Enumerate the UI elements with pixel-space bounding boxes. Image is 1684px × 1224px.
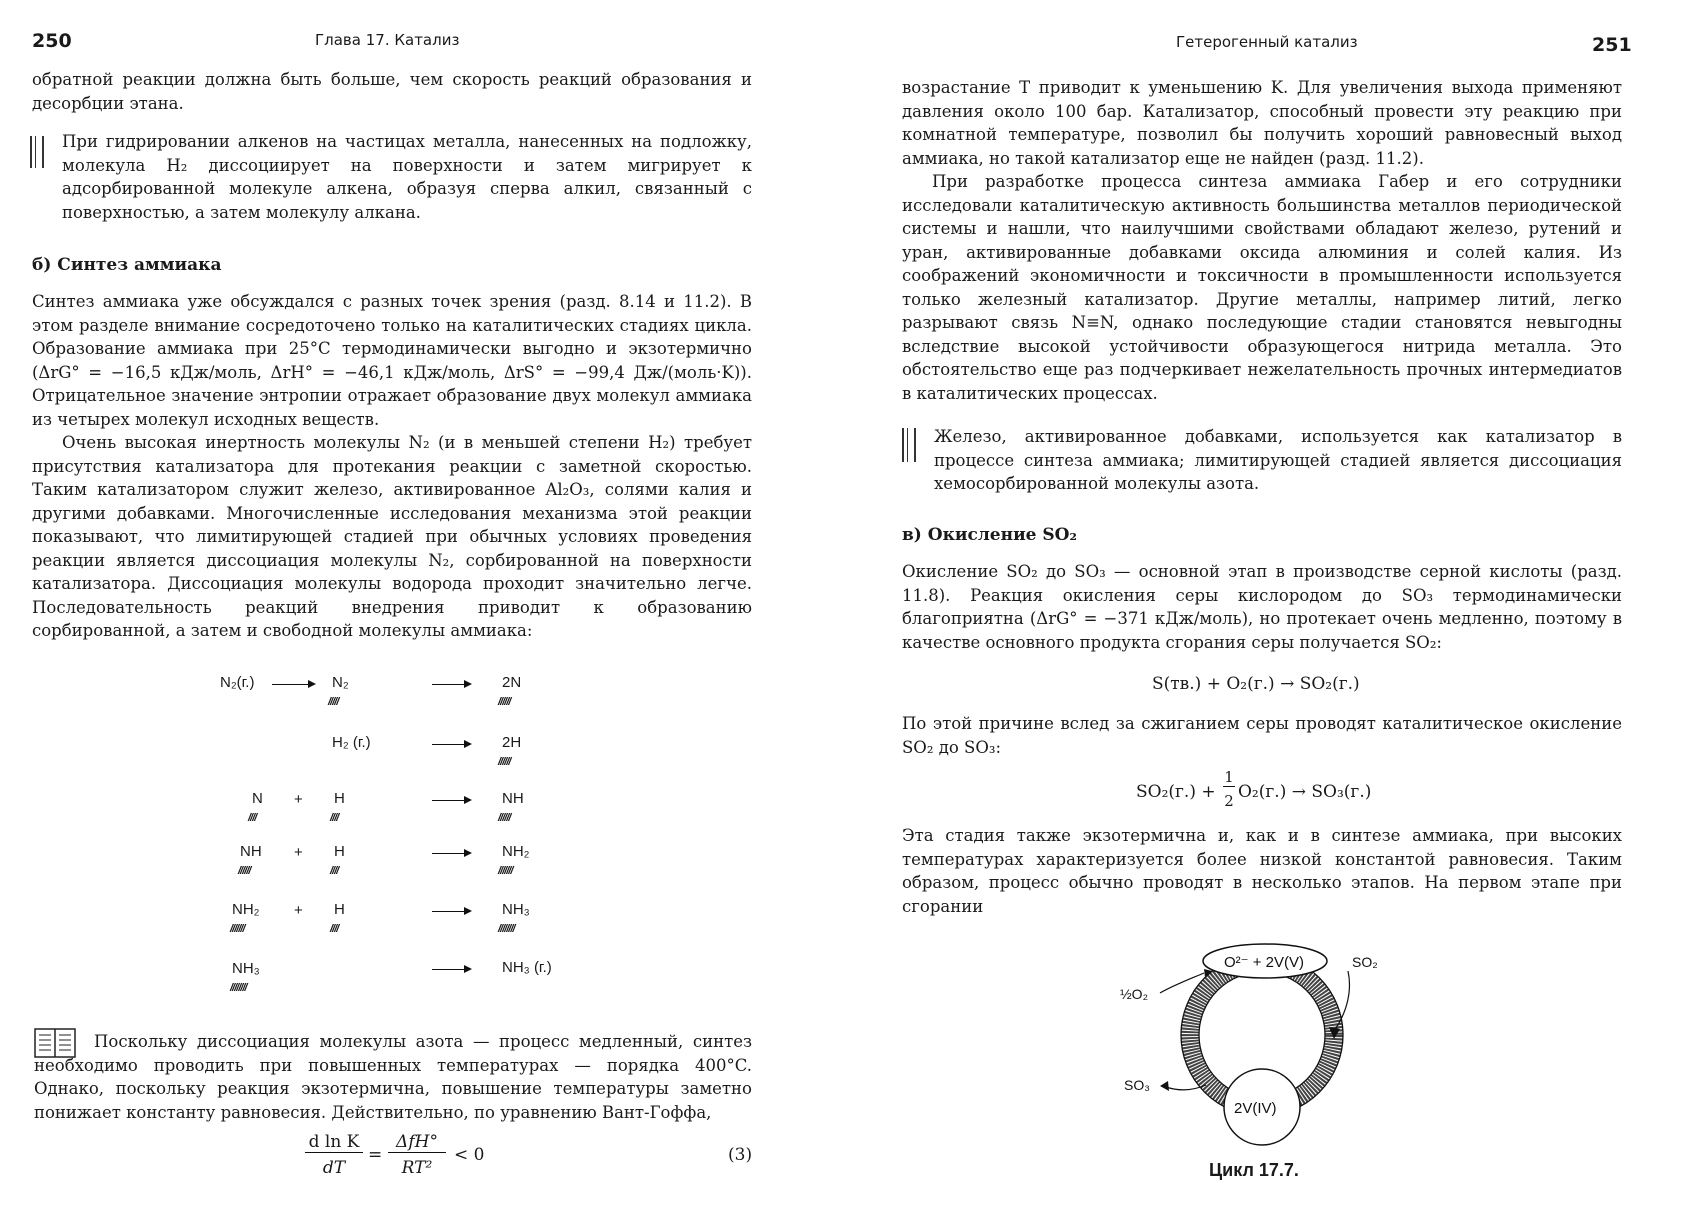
scheme-r4-b: H (334, 843, 345, 860)
scheme-arrow (432, 911, 470, 912)
surface-hatch: ////// (238, 865, 251, 877)
note-hydrogenation: При гидрировании алкенов на частицах металла, нанесенных на подложку, молекула H₂ диссоциирует на поверхности и затем мигрирует к адсорбированной молекуле алкена, образуя сперва алкил, связанный с поверхностью, а затем молекулу алкана. (62, 132, 752, 222)
running-head-left: Глава 17. Катализ (315, 31, 460, 49)
arrowhead (1329, 1027, 1340, 1039)
surface-hatch: ////// (498, 756, 511, 768)
surface-hatch: /////// (498, 865, 513, 877)
vanadium-catalytic-cycle (1112, 935, 1412, 1155)
scheme-r4-c: NH₂ (502, 843, 530, 860)
page-number-left: 250 (32, 30, 72, 52)
scheme-arrow (432, 744, 470, 745)
note-iron-catalyst: Железо, активированное добавками, используется как катализатор в процессе синтеза аммиака; лимитирующей стадией является диссоциация хемосорбированной молекулы азота. (934, 427, 1622, 493)
surface-hatch: //// (248, 812, 257, 824)
equation-sulfur-burning: S(тв.) + O₂(г.) → SO₂(г.) (1152, 674, 1360, 694)
eq2-fraction-num: 1 (1224, 768, 1234, 786)
right-page (842, 0, 1684, 1224)
section-heading-ammonia: б) Синтез аммиака (32, 255, 222, 275)
scheme-r6-a: NH₃ (232, 960, 260, 977)
scheme-r3-a: N (252, 790, 263, 807)
surface-hatch: //// (330, 923, 339, 935)
scheme-arrow (272, 684, 314, 685)
cycle-top-label: O²⁻ + 2V(V) (1224, 954, 1305, 971)
running-head-right: Гетерогенный катализ (1176, 33, 1358, 51)
surface-hatch: ///// (328, 696, 339, 708)
note-marker (30, 136, 44, 168)
scheme-r5-b: H (334, 901, 345, 918)
surface-hatch: //// (330, 812, 339, 824)
so3-arrow (1166, 1085, 1206, 1090)
eq2-fraction-den: 2 (1224, 792, 1234, 810)
surface-hatch: ////// (498, 696, 511, 708)
scheme-plus: + (294, 844, 303, 861)
cycle-bottom-label: 2V(IV) (1234, 1100, 1277, 1117)
surface-hatch: //// (330, 865, 339, 877)
paragraph-so2-oxidation: Окисление SO₂ до SO₃ — основной этап в производстве серной кислоты (разд. 11.8). Реакция окисления серы кислородом до SO₃ термодинамически благоприятна (ΔrG° = −371 кДж/моль), но протекает очень медленно, поэтому в качестве основного продукта сгорания серы получается SO₂: (902, 562, 1622, 652)
paragraph-catalytic-oxidation: По этой причине вслед за сжиганием серы проводят каталитическое окисление SO₂ до SO₃: (902, 714, 1622, 757)
so3-label: SO₃ (1124, 1077, 1150, 1093)
scheme-r5-a: NH₂ (232, 901, 260, 918)
page-number-right: 251 (1592, 34, 1632, 56)
scheme-r3-b: H (334, 790, 345, 807)
paragraph-ammonia-intro: Синтез аммиака уже обсуждался с разных точек зрения (разд. 8.14 и 11.2). В этом разделе внимание сосредоточено только на каталитических стадиях цикла. Образование аммиака при 25°C термодинамически выгодно и экзотермично (ΔrG° = −16,5 кДж/моль, ΔrH° = −46,1 кДж/моль, ΔrS° = −99,4 Дж/(моль·K)). Отрицательное значение энтропии отражает образование двух молекул аммиака из четырех молекул исходных веществ. Очень высокая инертность молекулы N₂ (и в меньшей степени H₂) требует присутствия катализатора для протекания реакции с заметной скоростью. Таким катализатором служит железо, активированное Al₂O₃, солями калия и другими добавками. Многочисленные исследования механизма этой реакции показывают, что лимитирующей стадией при обычных условиях проведения реакции является диссоциация молекулы N₂, сорбированной на поверхности катализатора. Диссоциация молекулы водорода проходит значительно легче. Последовательность реакций внедрения приводит к образованию сорбированной, а затем и свободной молекулы аммиака: (32, 292, 752, 640)
surface-hatch: /////// (230, 923, 245, 935)
scheme-r2-b: H₂ (г.) (332, 734, 371, 751)
scheme-r1-a: N₂(г.) (220, 674, 255, 691)
eq-rhs-numerator: ΔfH° (388, 1132, 446, 1153)
scheme-arrow (432, 684, 470, 685)
scheme-r4-a: NH (240, 843, 262, 860)
scheme-r2-c: 2H (502, 734, 522, 751)
scheme-arrow (432, 800, 470, 801)
half-o2-label: ½O₂ (1120, 986, 1148, 1002)
paragraph-right-top: возрастание T приводит к уменьшению K. Для увеличения выхода применяют давления около 100 бар. Катализатор, способный провести эту реакцию при комнатной температуре, позволил бы получить хороший равновесный выход аммиака, но такой катализатор еще не найден (разд. 11.2). При разработке процесса синтеза аммиака Габер и его сотрудники исследовали каталитическую активность большинства металлов периодической системы и нашли, что наилучшими свойствами обладают железо, рутений и уран, активированные добавками оксида алюминия и солей калия. Из соображений экономичности и токсичности в промышленности используется только железный катализатор. Другие металлы, например литий, легко разрывают связь N≡N, однако последующие стадии становятся невыгодны вследствие высокой устойчивости образующегося нитрида металла. Это обстоятельство еще раз подчеркивает нежелательность прочных интермедиатов в каталитических процессах. (902, 78, 1622, 403)
scheme-plus: + (294, 902, 303, 919)
equation-number: (3) (728, 1145, 753, 1165)
surface-hatch: //////// (230, 982, 247, 994)
eq-equals: = (368, 1145, 383, 1165)
paragraph-top: обратной реакции должна быть больше, чем скорость реакций образования и десорбции этана. (32, 70, 752, 113)
paragraph-exothermic: Эта стадия также экзотермична и, как и в синтезе аммиака, при высоких температурах характеризуется более низкой константой равновесия. Таким образом, процесс обычно проводят в несколько этапов. На первом этапе при сгорании (902, 826, 1622, 916)
eq-lhs-numerator: d ln K (305, 1132, 363, 1153)
scheme-r1-b: N₂ (332, 674, 349, 691)
scheme-plus: + (294, 791, 303, 808)
scheme-r3-c: NH (502, 790, 524, 807)
scheme-r6-c: NH₃ (г.) (502, 959, 552, 976)
eq2-right: O₂(г.) → SO₃(г.) (1238, 782, 1372, 802)
so2-label: SO₂ (1352, 954, 1378, 970)
arrowhead (1160, 1081, 1169, 1091)
section-heading-so2: в) Окисление SO₂ (902, 525, 1077, 545)
surface-hatch: ////// (498, 812, 511, 824)
paragraph-vant-hoff: Поскольку диссоциация молекулы азота — процесс медленный, синтез необходимо проводить при повышенных температурах — порядка 400°C. Однако, поскольку реакция экзотермична, повышение температуры заметно понижает константу равновесия. Действительно, по уравнению Вант-Гоффа, (34, 1032, 752, 1122)
note-marker (902, 428, 916, 462)
scheme-arrow (432, 853, 470, 854)
eq-tail: < 0 (454, 1145, 485, 1165)
scheme-r1-c: 2N (502, 674, 522, 691)
surface-hatch: //////// (498, 923, 515, 935)
eq-lhs-denominator: dT (322, 1158, 346, 1178)
scheme-arrow (432, 969, 470, 970)
eq-rhs-denominator: RT² (401, 1158, 433, 1178)
scheme-r5-c: NH₃ (502, 901, 530, 918)
half-o2-arrow (1160, 973, 1204, 993)
figure-caption: Цикл 17.7. (1209, 1160, 1299, 1180)
eq2-left: SO₂(г.) + (1136, 782, 1216, 802)
